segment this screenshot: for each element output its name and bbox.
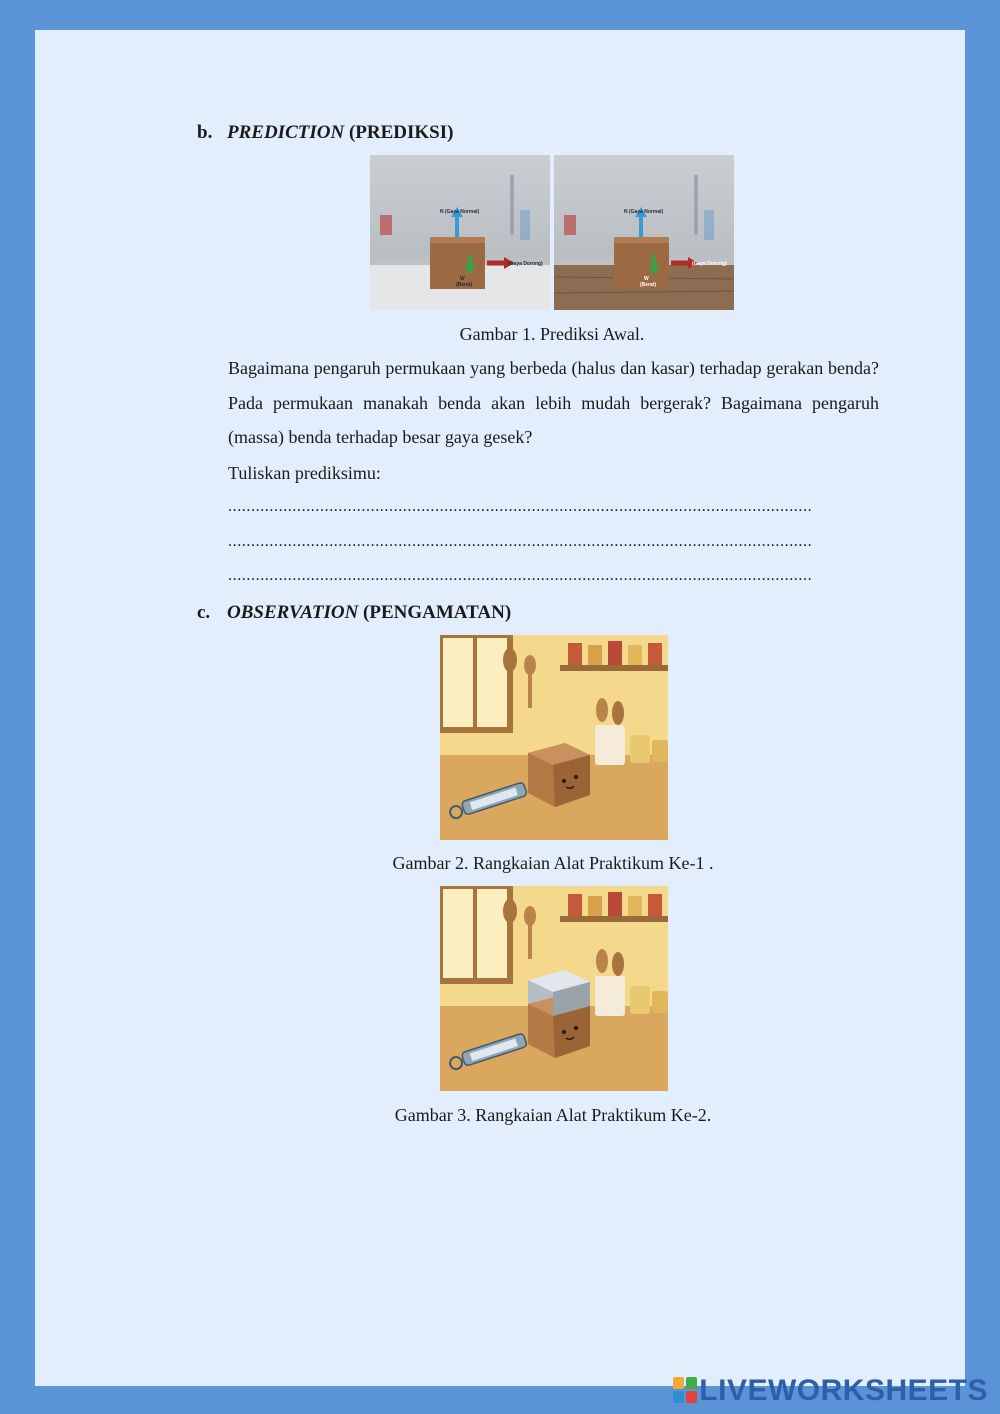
prediction-prompt: Tuliskan prediksimu:	[228, 463, 381, 483]
figure2-caption: Gambar 2. Rangkaian Alat Praktikum Ke-1 .	[392, 853, 714, 873]
section-c-title-en: OBSERVATION	[227, 602, 359, 623]
figure2-image	[440, 635, 668, 840]
label-weight: (Berat)	[640, 282, 657, 288]
label-normal: N (Gaya Normal)	[624, 209, 664, 215]
figure3-image	[440, 886, 668, 1091]
section-c-heading	[197, 602, 511, 624]
question-text: Bagaimana pengaruh permukaan yang berbeda (halus dan kasar) terhadap gerakan benda? Pada permukaan manakah benda akan lebih mudah bergerak? Bagaimana pengaruh (massa) benda terhadap besar gaya gesek?	[228, 358, 879, 447]
figure1-image-rough	[554, 155, 734, 310]
worksheet-page	[35, 30, 965, 1386]
figure3-caption: Gambar 3. Rangkaian Alat Praktikum Ke-2.	[394, 1105, 712, 1125]
label-push: (Gaya Dorong)	[692, 261, 727, 267]
label-normal: N (Gaya Normal)	[440, 209, 480, 215]
liveworksheets-logo	[673, 1374, 988, 1408]
label-weight-symbol: W	[460, 276, 465, 282]
section-c-title-id: (PENGAMATAN)	[363, 602, 512, 623]
section-b-heading	[197, 122, 453, 144]
figure1-caption: Gambar 1. Prediksi Awal.	[459, 324, 645, 344]
section-b-title-id: (PREDIKSI)	[348, 122, 454, 143]
answer-line-1[interactable]: ...............................................................................................................................	[228, 498, 813, 515]
label-weight-symbol: W	[644, 276, 649, 282]
label-weight: (Berat)	[456, 282, 473, 288]
section-b-title-en: PREDICTION	[227, 122, 345, 143]
figure1-image-smooth	[370, 155, 550, 310]
liveworksheets-icon	[673, 1377, 699, 1405]
liveworksheets-brand: LIVEWORKSHEETS	[699, 1374, 988, 1407]
section-b-letter: b.	[197, 122, 213, 143]
section-c-letter: c.	[197, 602, 211, 623]
answer-line-2[interactable]: ...............................................................................................................................	[228, 533, 813, 550]
answer-line-3[interactable]: ...............................................................................................................................	[228, 567, 813, 584]
label-push: (Gaya Dorong)	[508, 261, 543, 267]
